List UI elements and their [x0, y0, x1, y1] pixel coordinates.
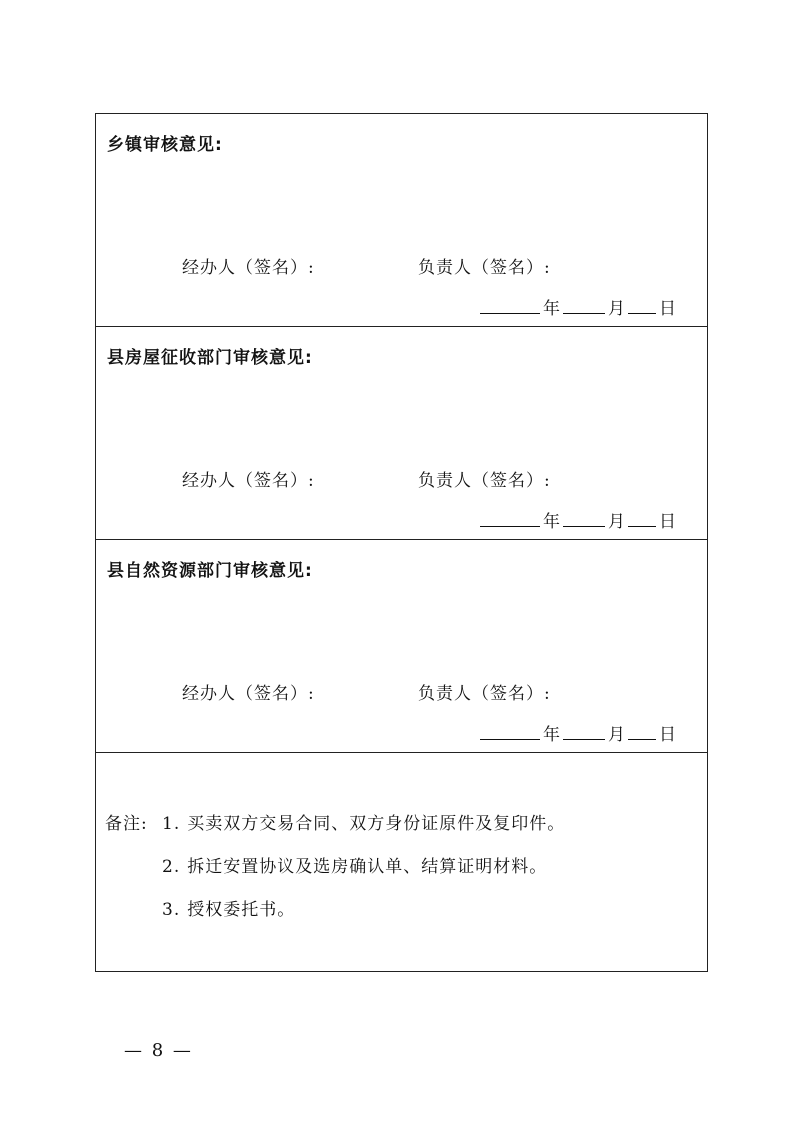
- month-label: 月: [608, 725, 625, 745]
- day-blank[interactable]: [628, 295, 656, 314]
- day-blank[interactable]: [628, 508, 656, 527]
- note-number: 3.: [162, 900, 181, 920]
- principal-signature-label: 负责人（签名）:: [418, 258, 551, 278]
- date-line: [480, 294, 679, 319]
- note-item: [162, 852, 547, 877]
- year-blank[interactable]: [480, 295, 540, 314]
- note-item: [162, 809, 565, 834]
- note-text: 拆迁安置协议及选房确认单、结算证明材料。: [187, 857, 548, 877]
- year-blank[interactable]: [480, 508, 540, 527]
- year-label: 年: [543, 512, 560, 532]
- day-label: 日: [659, 299, 676, 319]
- note-item: [162, 895, 295, 920]
- handler-signature-label: 经办人（签名）:: [182, 471, 315, 491]
- month-blank[interactable]: [563, 295, 605, 314]
- page-number: — 8 —: [124, 1040, 193, 1061]
- month-label: 月: [608, 512, 625, 532]
- township-review-section: [96, 114, 707, 327]
- month-label: 月: [608, 299, 625, 319]
- review-form-table: [95, 113, 708, 972]
- note-text: 授权委托书。: [187, 900, 296, 920]
- note-number: 1.: [162, 814, 181, 834]
- notes-label: 备注:: [105, 814, 148, 834]
- day-label: 日: [659, 512, 676, 532]
- section-title: 乡镇审核意见:: [107, 135, 223, 155]
- section-title: 县房屋征收部门审核意见:: [107, 348, 313, 368]
- natural-resources-review-section: [96, 540, 707, 753]
- note-text: 买卖双方交易合同、双方身份证原件及复印件。: [187, 814, 566, 834]
- day-label: 日: [659, 725, 676, 745]
- notes-section: [96, 753, 707, 971]
- date-line: [480, 507, 679, 532]
- principal-signature-label: 负责人（签名）:: [418, 471, 551, 491]
- month-blank[interactable]: [563, 508, 605, 527]
- year-label: 年: [543, 299, 560, 319]
- year-blank[interactable]: [480, 721, 540, 740]
- year-label: 年: [543, 725, 560, 745]
- day-blank[interactable]: [628, 721, 656, 740]
- handler-signature-label: 经办人（签名）:: [182, 684, 315, 704]
- month-blank[interactable]: [563, 721, 605, 740]
- handler-signature-label: 经办人（签名）:: [182, 258, 315, 278]
- section-title: 县自然资源部门审核意见:: [107, 561, 313, 581]
- housing-expropriation-review-section: [96, 327, 707, 540]
- note-number: 2.: [162, 857, 181, 877]
- date-line: [480, 720, 679, 745]
- principal-signature-label: 负责人（签名）:: [418, 684, 551, 704]
